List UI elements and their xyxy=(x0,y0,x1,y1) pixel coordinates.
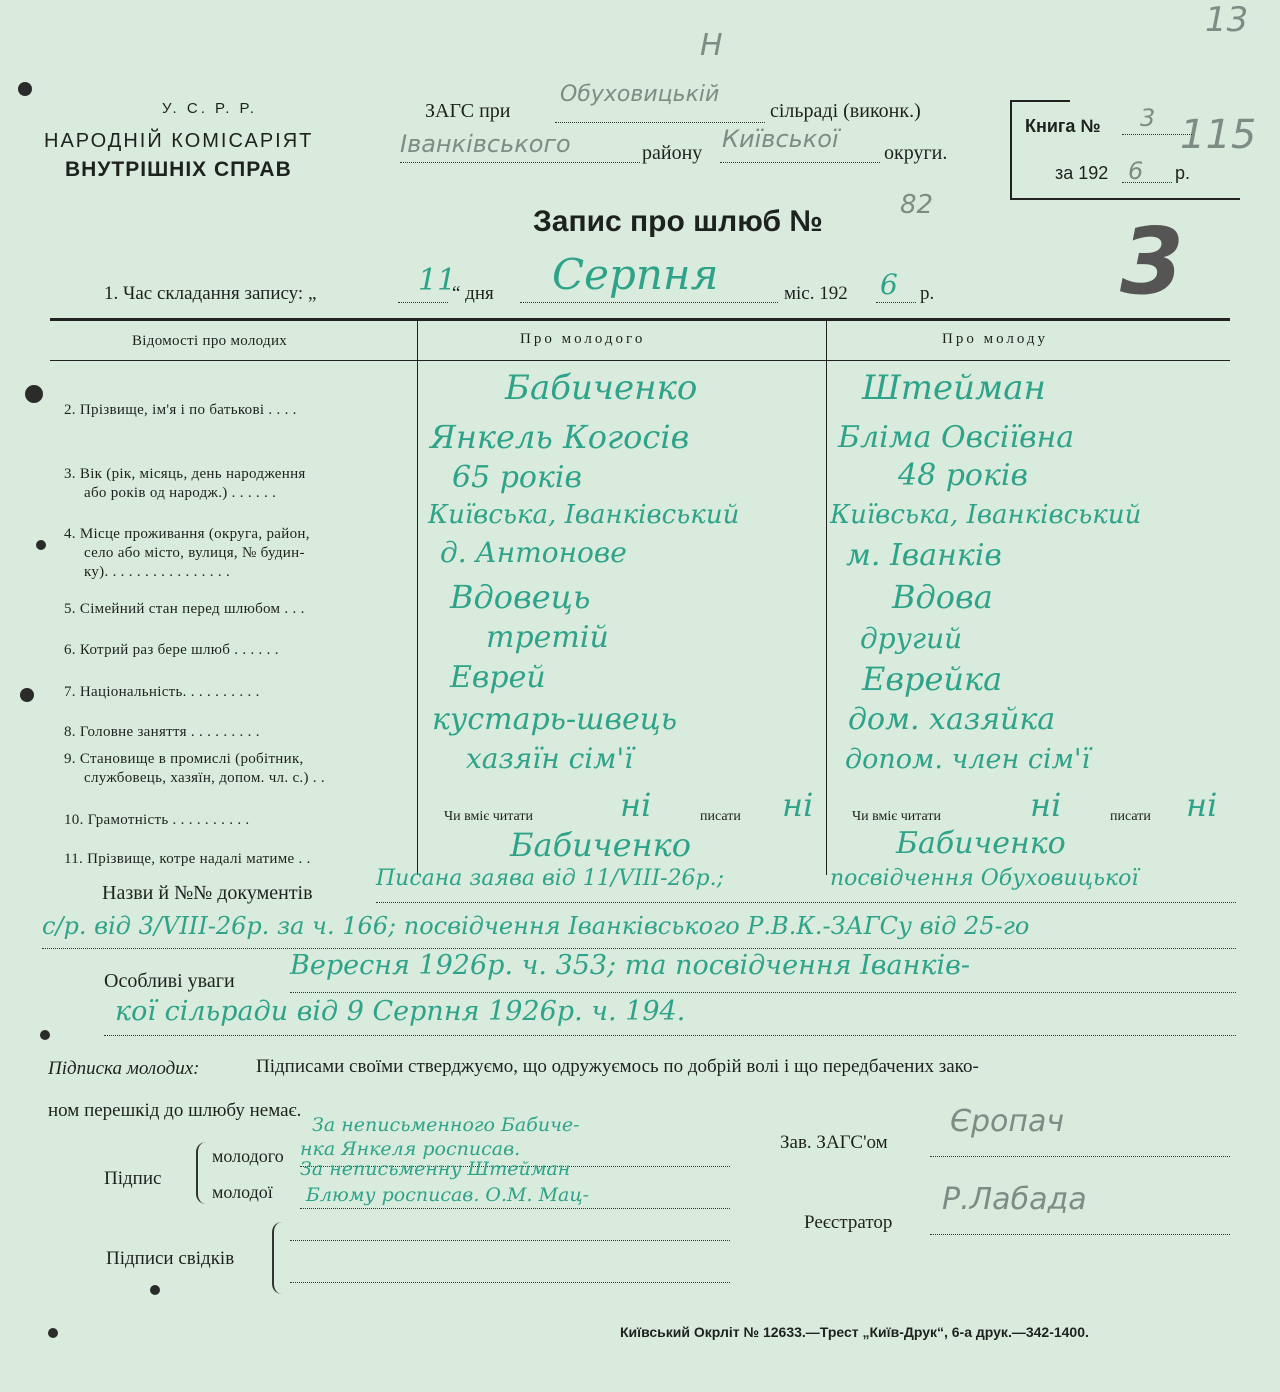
row-label-residence-2: село або місто, вулиця, № будин- xyxy=(84,545,305,561)
book-dotline xyxy=(1122,134,1192,135)
year-value: 6 xyxy=(1128,157,1144,185)
record-year-dotline xyxy=(876,302,916,303)
signature-label: Підпис xyxy=(104,1168,162,1189)
bride-write-value: ні xyxy=(1186,786,1218,824)
zags-label: ЗАГС при xyxy=(425,100,511,122)
bride-write-label: писати xyxy=(1110,809,1151,824)
registrar-signature: Р.Лабада xyxy=(942,1182,1087,1217)
table-top-rule xyxy=(50,318,1230,321)
table-col-divider-1 xyxy=(417,320,418,875)
row-label-residence-3: ку). . . . . . . . . . . . . . . . xyxy=(84,564,231,580)
bride-read-value: ні xyxy=(1030,786,1062,824)
okruha-dotline xyxy=(720,162,880,163)
row-label-nationality: 7. Національність. . . . . . . . . . xyxy=(64,684,260,700)
punch-hole xyxy=(18,82,32,96)
punch-hole xyxy=(20,688,34,702)
corner-mark-top-right: 13 xyxy=(1205,0,1249,40)
documents-dotline-1 xyxy=(376,902,1236,903)
row-label-name: 2. Прізвище, ім'я і по батькові . . . . xyxy=(64,402,297,418)
punch-hole xyxy=(48,1328,58,1338)
col-header-bride: Про молоду xyxy=(942,331,1049,347)
groom-occupation: кустарь-швець xyxy=(432,702,678,737)
bride-sign-dotline xyxy=(300,1208,730,1209)
groom-residence: Київська, Іванківський xyxy=(428,500,740,530)
documents-dotline-2 xyxy=(42,948,1236,949)
corner-mark-top-center: Н xyxy=(700,28,723,63)
bride-given-names: Бліма Овсіївна xyxy=(838,420,1075,455)
groom-read-value: ні xyxy=(620,786,652,824)
documents-line1: посвідчення Обуховицької xyxy=(830,866,1139,891)
book-box-top xyxy=(1010,100,1070,102)
corner-mark-big: 3 xyxy=(1120,208,1185,315)
groom-nationality: Еврей xyxy=(450,660,546,695)
notes-line2: кої сільради від 9 Серпня 1926р. ч. 194. xyxy=(115,996,686,1027)
head-label: Зав. ЗАГС'ом xyxy=(780,1132,888,1153)
row-label-age-2: або років од народж.) . . . . . . xyxy=(84,485,277,501)
groom-given-names: Янкель Когосів xyxy=(430,418,690,456)
okruha-value: Київської xyxy=(722,125,839,153)
bride-sign-label: молодої xyxy=(212,1182,273,1202)
notes-label: Особливі уваги xyxy=(104,970,235,992)
punch-hole xyxy=(150,1285,160,1295)
record-day: 11 xyxy=(418,263,457,298)
subscription-text-1: Підписами своїми стверджуємо, що одружуємось по добрій волі і що передбачених зако- xyxy=(256,1056,979,1077)
witness-brace xyxy=(272,1222,284,1294)
internal-affairs-label: ВНУТРІШНІХ СПРАВ xyxy=(65,158,292,181)
head-signature: Єропач xyxy=(950,1104,1065,1139)
year-dotline xyxy=(1122,182,1172,183)
raion-dotline xyxy=(400,162,640,163)
raion-value: Іванківського xyxy=(400,130,571,158)
row-label-industry-2: службовець, хазяїн, допом. чл. с.) . . xyxy=(84,770,325,786)
record-month: Серпня xyxy=(552,250,719,299)
groom-marital: Вдовець xyxy=(450,578,591,616)
bride-town: м. Іванків xyxy=(846,538,1002,573)
page-title: Запис про шлюб № xyxy=(533,205,823,238)
row-label-surname: 11. Прізвище, котре надалі матиме . . xyxy=(64,851,311,867)
row-label-marital: 5. Сімейний стан перед шлюбом . . . xyxy=(64,601,305,617)
bride-surname: Штейман xyxy=(862,368,1046,408)
registrar-label: Реєстратор xyxy=(804,1212,893,1233)
silradi-label: сільраді (виконк.) xyxy=(770,100,921,122)
groom-sign-hand-1: За неписьменного Бабиче- xyxy=(312,1114,580,1136)
bride-occupation: дом. хазяйка xyxy=(848,702,1056,737)
punch-hole xyxy=(36,540,46,550)
record-day-suffix: “ дня xyxy=(452,283,494,304)
zags-value: Обуховицькій xyxy=(560,82,720,107)
record-time-label: 1. Час складання запису: „ xyxy=(104,283,317,304)
groom-times: третій xyxy=(486,620,609,655)
okruha-label: округи. xyxy=(884,142,948,164)
row-label-times: 6. Котрий раз бере шлюб . . . . . . xyxy=(64,642,279,658)
record-year-digit: 6 xyxy=(880,268,898,301)
table-col-divider-2 xyxy=(826,320,827,875)
notes-dotline-2 xyxy=(104,1035,1236,1036)
bride-marital: Вдова xyxy=(892,578,993,616)
bride-sign-hand-2: Блюму росписав. О.М. Мац- xyxy=(306,1184,590,1206)
row-label-industry: 9. Становище в промислі (робітник, xyxy=(64,751,304,767)
record-mis: міс. 192 xyxy=(784,283,848,304)
bride-age: 48 років xyxy=(898,458,1028,493)
punch-hole xyxy=(25,385,43,403)
notes-line1: Вересня 1926р. ч. 353; та посвідчення Іванків- xyxy=(290,950,970,981)
subscription-text-2: ном перешкід до шлюбу немає. xyxy=(48,1100,302,1121)
witness-label: Підписи свідків xyxy=(106,1248,235,1269)
documents-line1-prefix: Писана заява від 11/VIII-26р.; xyxy=(376,866,725,891)
year-label: за 192 xyxy=(1055,163,1109,183)
witness-dotline-1 xyxy=(290,1240,730,1241)
book-value: 3 xyxy=(1140,104,1156,132)
groom-surname: Бабиченко xyxy=(505,368,698,408)
groom-can-read-label: Чи вміє читати xyxy=(444,809,534,824)
groom-age: 65 років xyxy=(452,460,582,495)
row-label-literacy: 10. Грамотність . . . . . . . . . . xyxy=(64,812,250,828)
groom-sign-hand-2: нка Янкеля росписав. xyxy=(300,1138,521,1160)
punch-hole xyxy=(40,1030,50,1040)
bride-new-surname: Бабиченко xyxy=(896,826,1066,861)
groom-new-surname: Бабиченко xyxy=(510,826,692,864)
bride-industry: допом. член сім'ї xyxy=(845,744,1091,775)
documents-label: Назви й №№ документів xyxy=(102,882,313,904)
record-r: р. xyxy=(920,283,935,304)
bride-times: другий xyxy=(860,622,963,655)
record-number: 82 xyxy=(900,190,934,220)
row-label-occupation: 8. Головне заняття . . . . . . . . . xyxy=(64,724,260,740)
documents-line2: с/р. від 3/VIII-26р. за ч. 166; посвідчення Іванківського Р.В.К.-ЗАГСу від 25-го xyxy=(42,912,1030,940)
bride-residence: Київська, Іванківський xyxy=(830,500,1142,530)
print-footer: Київський Окрліт № 12633.—Трест „Київ-Друк“, 6-а друк.—342-1400. xyxy=(620,1324,1089,1340)
witness-dotline-2 xyxy=(290,1282,730,1283)
bride-nationality: Еврейка xyxy=(862,660,1003,698)
subscription-label: Підписка молодих: xyxy=(48,1058,200,1079)
commissariat-label: НАРОДНІЙ КОМІСАРІЯТ xyxy=(44,130,314,152)
book-box-left xyxy=(1010,100,1012,200)
row-label-residence: 4. Місце проживання (округа, район, xyxy=(64,526,310,542)
raion-label: району xyxy=(642,142,703,164)
table-header-rule xyxy=(50,360,1230,361)
zags-dotline xyxy=(555,122,765,123)
groom-sign-label: молодого xyxy=(212,1146,284,1166)
head-sign-dotline xyxy=(930,1156,1230,1157)
book-label: Книга № xyxy=(1025,116,1101,136)
bride-can-read-label: Чи вміє читати xyxy=(852,809,942,824)
col-header-info: Відомості про молодих xyxy=(132,333,288,349)
groom-industry: хазяїн сім'ї xyxy=(466,742,634,775)
record-month-dotline xyxy=(520,302,778,303)
book-box-bottom xyxy=(1010,198,1240,200)
ussr-label: У. С. Р. Р. xyxy=(162,100,257,117)
signature-brace xyxy=(196,1142,208,1204)
col-header-groom: Про молодого xyxy=(520,331,646,347)
bride-sign-hand-1: За неписьменну Штейман xyxy=(300,1158,571,1180)
corner-mark-stamp-num: 115 xyxy=(1180,112,1257,158)
groom-write-value: ні xyxy=(782,786,814,824)
notes-dotline-1 xyxy=(290,992,1236,993)
year-suffix: р. xyxy=(1175,163,1191,183)
row-label-age: 3. Вік (рік, місяць, день народження xyxy=(64,466,306,482)
groom-write-label: писати xyxy=(700,809,741,824)
groom-village: д. Антонове xyxy=(440,536,627,569)
record-day-dotline xyxy=(398,302,448,303)
registrar-sign-dotline xyxy=(930,1234,1230,1235)
